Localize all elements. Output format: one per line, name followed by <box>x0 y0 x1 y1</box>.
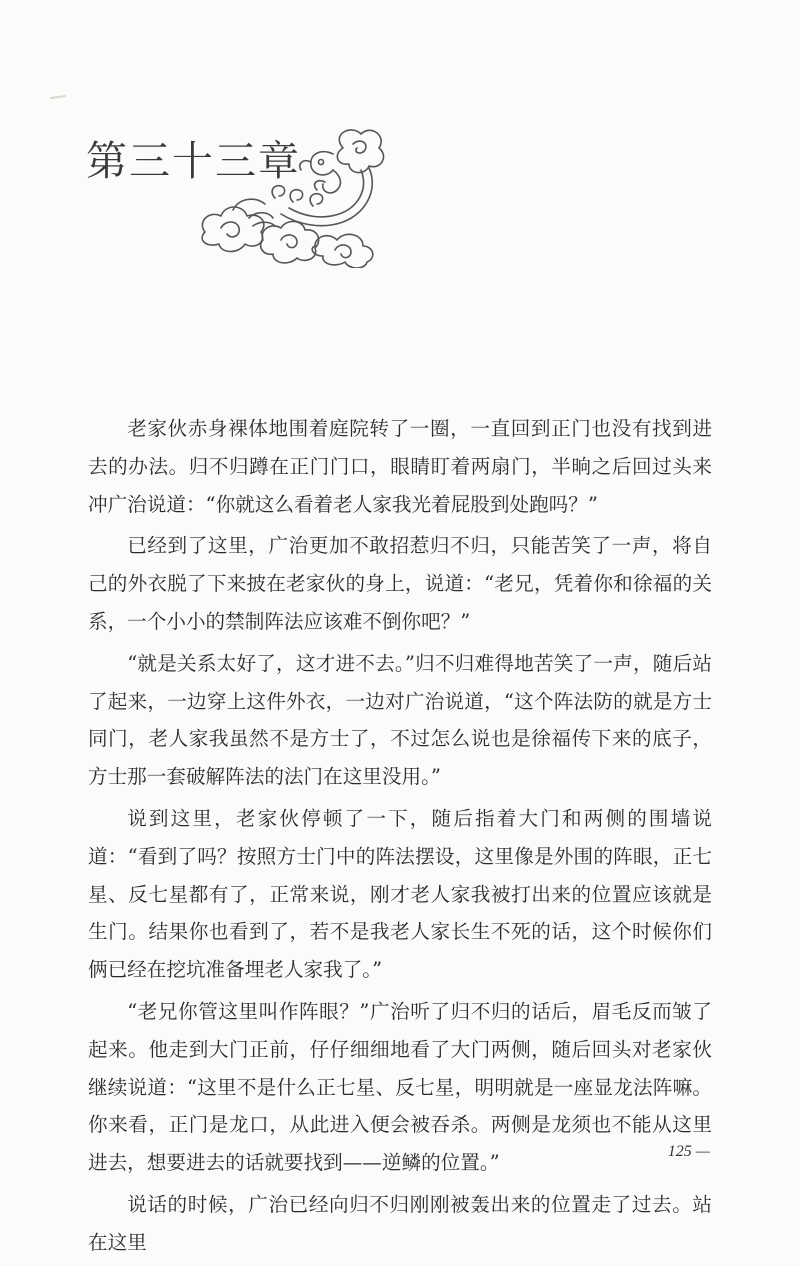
paragraph: 老家伙赤身裸体地围着庭院转了一圈，一直回到正门也没有找到进去的办法。归不归蹲在正门门口，眼睛盯着两扇门，半晌之后回过头来冲广治说道：“你就这么看着老人家我光着屁股到处跑吗？” <box>88 417 712 516</box>
paragraph: 说话的时候，广治已经向归不归刚刚被轰出来的位置走了过去。站在这里 <box>88 1192 712 1254</box>
dragon-cloud-ornament-icon <box>193 118 393 268</box>
paragraph: 已经到了这里，广治更加不敢招惹归不归，只能苦笑了一声，将自己的外衣脱了下来披在老家伙的身上，说道：“老兄，凭着你和徐福的关系，一个小小的禁制阵法应该难不倒你吧？” <box>88 534 712 633</box>
page-number: 125 — <box>667 1143 710 1160</box>
paragraph: 说到这里，老家伙停顿了一下，随后指着大门和两侧的围墙说道：“看到了吗？按照方士门中的阵法摆设，这里像是外围的阵眼，正七星、反七星都有了，正常来说，刚才老人家我被打出来的位置应该就是生门。结果你也看到了，若不是我老人家长生不死的话，这个时候你们俩已经在挖坑准备埋老人家我了。” <box>88 806 712 982</box>
body-text <box>88 410 712 1266</box>
paragraph: “就是关系太好了，这才进不去。”归不归难得地苦笑了一声，随后站了起来，一边穿上这件外衣，一边对广治说道，“这个阵法防的就是方士同门，老人家我虽然不是方士了，不过怎么说也是徐福传下来的底子，方士那一套破解阵法的法门在这里没用。” <box>88 651 712 789</box>
chapter-title: 第三十三章 <box>86 137 301 185</box>
paragraph: “老兄你管这里叫作阵眼？”广治听了归不归的话后，眉毛反而皱了起来。他走到大门正前，仔仔细细地看了大门两侧，随后回头对老家伙继续说道：“这里不是什么正七星、反七星，明明就是一座显龙法阵嘛。你来看，正门是龙口，从此进入便会被吞杀。两侧是龙须也不能从这里进去，想要进去的话就要找到——逆鳞的位置。” <box>88 999 712 1175</box>
scan-speck <box>50 95 66 99</box>
